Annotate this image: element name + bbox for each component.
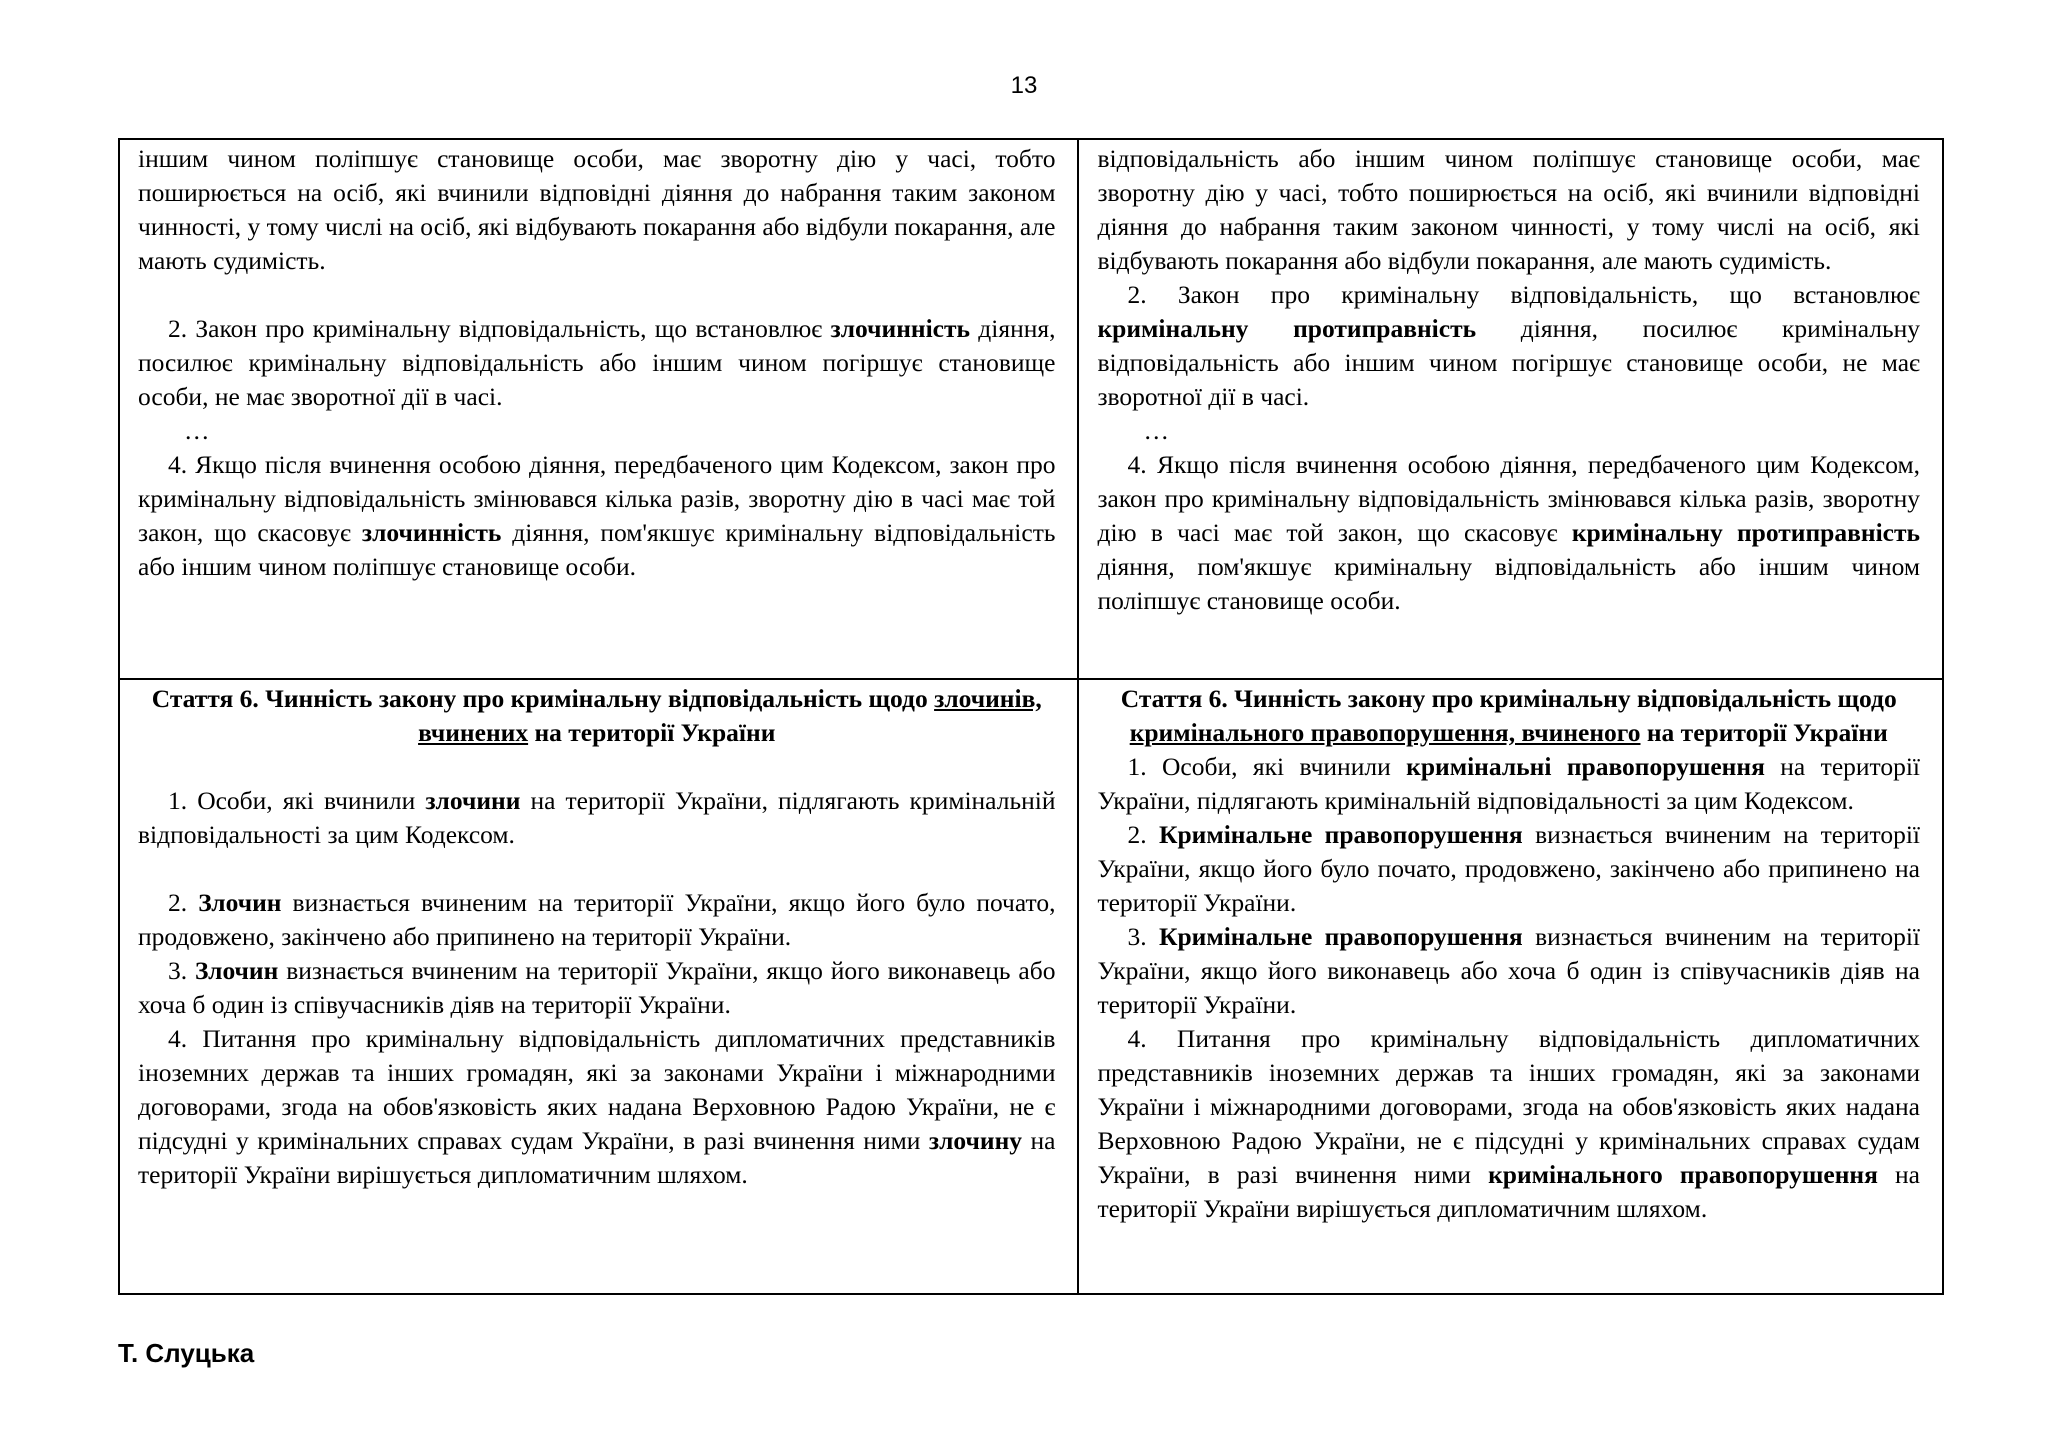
paragraph: відповідальність або іншим чином поліпшує становище особи, має зворотну дію у часі, тобто поширюється на осіб, які вчинили відповідні діяння до набрання таким законом чинності, у тому числі на осіб, які відбувають покарання або відбули покарання, але мають судимість.: [1097, 144, 1920, 275]
paragraph: 4. Якщо після вчинення особою діяння, передбаченого цим Кодексом, закон про кримінальну відповідальність змінювався кілька разів, зворотну дію в часі має той закон, що скасовує кримінальну протиправність діяння, пом'якшує кримінальну відповідальність або іншим чином поліпшує становище особи.: [1097, 450, 1920, 615]
paragraph: 2. Злочин визнається вчиненим на території України, якщо його було почато, продовжено, закінчено або припинено на території України.: [138, 887, 1056, 951]
paragraph: 2. Закон про кримінальну відповідальність, що встановлює злочинність діяння, посилює кримінальну відповідальність або іншим чином погіршує становище особи, не має зворотної дії в часі.: [138, 314, 1056, 411]
table-cell-proposed-text: [1078, 139, 1943, 679]
paragraph: 1. Особи, які вчинили кримінальні правопорушення на території України, підлягають кримінальній відповідальності за цим Кодексом.: [1097, 751, 1921, 815]
paragraph: 4. Питання про кримінальну відповідальність дипломатичних представників іноземних держав та інших громадян, які за законами України і міжнародними договорами, згода на обов'язковість яких надана Верховною Радою України, не є підсудні у кримінальних справах судам України, в разі вчинення ними злочину на території України вирішується дипломатичним шляхом.: [138, 1023, 1056, 1189]
article-heading: Стаття 6. Чинність закону про кримінальну відповідальність щодо кримінального правопорушення, вчиненого на території України: [1120, 683, 1897, 747]
table-cell-proposed-text: [1078, 679, 1943, 1294]
table-row: [119, 679, 1943, 1294]
paragraph: 4. Питання про кримінальну відповідальність дипломатичних представників іноземних держав та інших громадян, які за законами України і міжнародними договорами, згода на обов'язковість яких надана Верховною Радою України, не є підсудні у кримінальних справах судам України, в разі вчинення ними кримінального правопорушення на території України вирішується дипломатичним шляхом.: [1097, 1023, 1920, 1223]
paragraph: іншим чином поліпшує становище особи, має зворотну дію у часі, тобто поширюється на осіб, які вчинили відповідні діяння до набрання таким законом чинності, у тому числі на осіб, які відбувають покарання або відбули покарання, але мають судимість.: [138, 144, 1056, 275]
article-heading: Стаття 6. Чинність закону про кримінальну відповідальність щодо злочинів, вчинених на території України: [151, 683, 1042, 747]
paragraph: 1. Особи, які вчинили злочини на території України, підлягають кримінальній відповідальності за цим Кодексом.: [138, 785, 1056, 849]
table-cell-current-text: [119, 139, 1078, 679]
ellipsis: …: [1143, 416, 1169, 445]
author-signature: Т. Слуцька: [118, 1338, 255, 1368]
paragraph: 3. Кримінальне правопорушення визнається вчиненим на території України, якщо його виконавець або хоча б один із співучасників діяв на території України.: [1097, 921, 1920, 1019]
paragraph: 2. Закон про кримінальну відповідальність, що встановлює кримінальну протиправність діяння, посилює кримінальну відповідальність або іншим чином погіршує становище особи, не має зворотної дії в часі.: [1097, 280, 1920, 411]
table-cell-current-text: [119, 679, 1078, 1294]
paragraph: 2. Кримінальне правопорушення визнається вчиненим на території України, якщо його було почато, продовжено, закінчено або припинено на території України.: [1097, 819, 1920, 917]
comparison-table: [118, 138, 1944, 1295]
paragraph: 4. Якщо після вчинення особою діяння, передбаченого цим Кодексом, закон про кримінальну відповідальність змінювався кілька разів, зворотну дію в часі має той закон, що скасовує злочинність діяння, пом'якшує кримінальну відповідальність або іншим чином поліпшує становище особи.: [138, 450, 1056, 581]
table-row: [119, 139, 1943, 679]
page-number: 13: [1010, 72, 1038, 99]
ellipsis: …: [184, 416, 210, 445]
paragraph: 3. Злочин визнається вчиненим на території України, якщо його виконавець або хоча б один із співучасників діяв на території України.: [138, 955, 1056, 1019]
